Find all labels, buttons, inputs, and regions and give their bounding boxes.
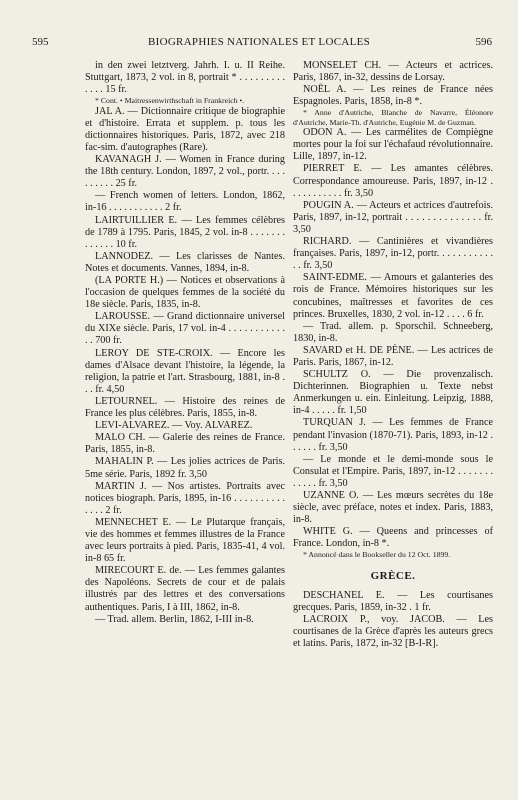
- page-number-right: 596: [475, 36, 492, 48]
- footnote: * Anne d'Autriche, Blanche de Navarre, Éléonore d'Autriche, Marie-Th. d'Autriche, Eugénie M. de Guzman.: [293, 108, 493, 127]
- right-column: [293, 60, 493, 650]
- bibliography-entry: MAHALIN P. — Les jolies actrices de Paris. 5me série. Paris, 1892 fr. 3,50: [85, 456, 285, 480]
- bibliography-entry: WHITE G. — Queens and princesses of France. London, in-8 *.: [293, 526, 493, 550]
- bibliography-entry: LAIRTUILLIER E. — Les femmes célèbres de 1789 à 1795. Paris, 1845, 2 vol. in-8 . . . . . . . . . . . . . 10 fr.: [85, 214, 285, 250]
- bibliography-entry: RICHARD. — Cantinières et vivandières françaises. Paris, 1897, in-12, portr. . . . . . . . . . . . . fr. 3,50: [293, 236, 493, 272]
- bibliography-entry: MIRECOURT E. de. — Les femmes galantes des Napoléons. Secrets de cour et de palais illustrés par des lettres et des conversations authentiques. Paris, I à III, 1862, in-8.: [85, 565, 285, 613]
- bibliography-entry: LETOURNEL. — Histoire des reines de France les plus célèbres. Paris, 1855, in-8.: [85, 395, 285, 420]
- left-column: [85, 60, 285, 626]
- bibliography-entry: LANNODEZ. — Les clarisses de Nantes. Notes et documents. Vannes, 1894, in-8.: [85, 250, 285, 274]
- bibliography-entry: MARTIN J. — Nos artistes. Portraits avec notices biograph. Paris, 1895, in-16 . . . . . . . . . . . . . . 2 fr.: [85, 480, 285, 516]
- bibliography-entry: SAINT-EDME. — Amours et galanteries des rois de France. Mémoires historiques sur les concubines, maîtresses et favorites de ces princes. Bruxelles, 1830, 2 vol. in-12 . . . . 6 fr.: [293, 272, 493, 320]
- bibliography-entry: DESCHANEL E. — Les courtisanes grecques. Paris, 1859, in-32 . 1 fr.: [293, 589, 493, 614]
- bibliography-entry: POUGIN A. — Acteurs et actrices d'autrefois. Paris, 1897, in-12, portrait . . . . . . . . . . . . . . fr. 3,50: [293, 199, 493, 235]
- bibliography-entry: UZANNE O. — Les mœurs secrètes du 18e siècle, avec préface, notes et index. Paris, 1883, in-8.: [293, 490, 493, 526]
- section-heading: GRÈCE.: [370, 569, 416, 582]
- bibliography-entry: (LA PORTE H.) — Notices et observations à l'occasion de quelques femmes de la société du 18e siècle. Paris, 1835, in-8.: [85, 275, 285, 311]
- bibliography-entry: LEVI-ALVAREZ. — Voy. ALVAREZ.: [95, 420, 253, 432]
- bibliography-entry: KAVANAGH J. — Women in France during the 18th century. London, 1897, 2 vol., portr. . . . . . . . . . 25 fr.: [85, 154, 285, 190]
- footnote: * Cont. • Maitressenwirthschaft in Frankreich •.: [95, 96, 245, 106]
- bibliography-entry: MALO CH. — Galerie des reines de France. Paris, 1855, in-8.: [85, 432, 285, 456]
- bibliography-entry: — French women of letters. London, 1862, in-16 . . . . . . . . . . . 2 fr.: [85, 190, 285, 214]
- bibliography-entry: ODON A. — Les carmélites de Compiègne mortes pour la foi sur l'échafaud révolutionnaire. Lille, 1897, in-12.: [293, 127, 493, 163]
- bibliography-entry: in den zwei letztverg. Jahrh. I. u. II Reihe. Stuttgart, 1873, 2 vol. in 8, portrait * . . . . . . . . . . . . . 15 fr.: [85, 60, 285, 96]
- page-number-left: 595: [32, 36, 49, 48]
- bibliography-entry: SCHULTZ O. — Die provenzalisch. Dichterinnen. Biographien u. Texte nebst Anmerkungen u. ein. Einleitung. Leipzig, 1888, in-4 . . . . . fr. 1,50: [293, 369, 493, 417]
- bibliography-entry: MONSELET CH. — Acteurs et actrices. Paris, 1867, in-32, dessins de Lorsay.: [293, 60, 493, 84]
- running-header: [22, 36, 496, 52]
- bibliography-entry: LAROUSSE. — Grand dictionnaire universel du XIXe siècle. Paris, 17 vol. in-4 . . . . . . . . . . . . . 700 fr.: [85, 311, 285, 347]
- bibliography-entry: — Trad. allem. Berlin, 1862, I-III in-8.: [95, 613, 254, 625]
- bibliography-entry: JAL A. — Dictionnaire critique de biographie et d'histoire. Errata et supplem. p. tous les dictionnaires historiques. Paris, 1872, avec 218 fac-sim. d'autographes (Rare).: [85, 105, 285, 153]
- bibliography-entry: SAVARD et H. DE PÈNE. — Les actrices de Paris. Paris, 1867, in-12.: [293, 344, 493, 368]
- bibliography-entry: TURQUAN J. — Les femmes de France pendant l'invasion (1870-71). Paris, 1893, in-12 . . . . . . fr. 3,50: [293, 417, 493, 453]
- bibliography-entry: MENNECHET E. — Le Plutarque français, vie des hommes et femmes illustres de la France avec leurs portraits à pied. Paris, 1835-41, 4 vol. in-8 65 fr.: [85, 516, 285, 565]
- bibliography-entry: LACROIX P., voy. JACOB. — Les courtisanes de la Grèce d'après les auteurs grecs et latins. Paris, 1872, in-32 [B-I-R].: [293, 614, 493, 650]
- bibliography-entry: LEROY DE STE-CROIX. — Encore les dames d'Alsace devant l'histoire, la légende, la religion, la patrie et l'art. Strasbourg, 1881, in-8 . . . fr. 4,50: [85, 347, 285, 395]
- bibliography-entry: — Trad. allem. p. Sporschil. Schneeberg, 1830, in-8.: [293, 320, 493, 344]
- running-title: BIOGRAPHIES NATIONALES ET LOCALES: [147, 36, 371, 48]
- bibliography-entry: PIERRET E. — Les amantes célèbres. Correspondance amoureuse. Paris, 1897, in-12 . . . . . . . . . . . fr. 3,50: [293, 163, 493, 199]
- bibliography-entry: NOËL A. — Les reines de France nées Espagnoles. Paris, 1858, in-8 *.: [293, 84, 493, 108]
- footnote: * Annoncé dans le Bookseller du 12 Oct. 1899.: [303, 550, 451, 560]
- bibliography-entry: — Le monde et le demi-monde sous le Consulat et l'Empire. Paris, 1897, in-12 . . . . . . . . . . . . fr. 3,50: [293, 453, 493, 489]
